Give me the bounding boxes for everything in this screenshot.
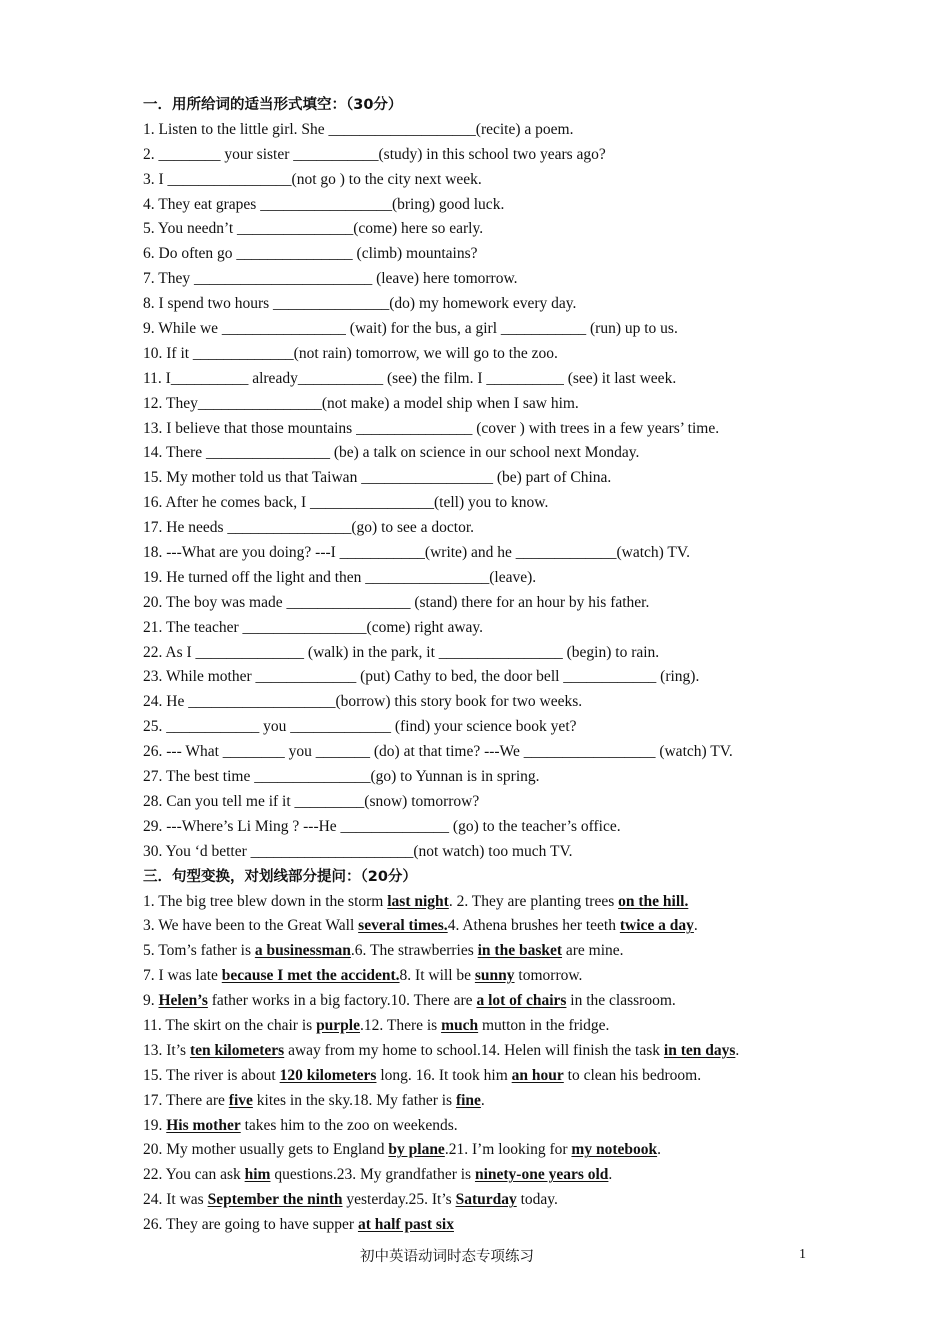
transformation-item [143, 1089, 823, 1114]
sentence-text: 19. [143, 1116, 167, 1134]
underlined-target: an hour [511, 1066, 564, 1084]
transformation-item [143, 1188, 823, 1213]
exercise-item: 29. ---Where’s Li Ming ? ---He ______________ (go) to the teacher’s office. [143, 817, 621, 835]
sentence-text: 9. [143, 992, 159, 1010]
exercise-item: 4. They eat grapes _________________(bring) good luck. [143, 195, 505, 213]
exercise-item: 5. You needn’t _______________(come) here so early. [143, 220, 484, 238]
sentence-text: . 2. They are planting trees [448, 892, 619, 910]
underlined-target: His mother [166, 1116, 241, 1134]
underlined-target: twice a day [619, 917, 694, 935]
transformation-item [143, 964, 823, 989]
underlined-target: in ten days [663, 1041, 736, 1059]
sentence-text: 11. The skirt on the chair is [143, 1016, 317, 1034]
sentence-text: are mine. [562, 942, 624, 960]
sentence-text: 4. Athena brushes her teeth [447, 917, 620, 935]
sentence-text: 24. It was [143, 1191, 208, 1209]
transformation-item [143, 1213, 823, 1238]
transformation-item [143, 1064, 823, 1089]
sentence-text: 13. It’s [143, 1041, 190, 1059]
underlined-target: Saturday [455, 1191, 517, 1209]
sentence-text: . [735, 1041, 740, 1059]
document-body [143, 93, 823, 1238]
section3-heading: 三．句型变换，对划线部分提问：（20分） [143, 868, 417, 885]
exercise-item: 25. ____________ you _____________ (find) your science book yet? [143, 718, 577, 736]
exercise-item: 21. The teacher ________________(come) right away. [143, 618, 484, 636]
sentence-text: 7. I was late [143, 967, 222, 985]
page-number: 1 [799, 1247, 806, 1262]
underlined-target: five [228, 1091, 253, 1109]
sentence-text: 1. The big tree blew down in the storm [143, 892, 388, 910]
exercise-item: 2. ________ your sister ___________(study) in this school two years ago? [143, 145, 606, 163]
transformation-item [143, 1163, 823, 1188]
exercise-item: 7. They _______________________ (leave) here tomorrow. [143, 270, 518, 288]
underlined-target: several times. [358, 917, 448, 935]
transformation-item [143, 1039, 823, 1064]
sentence-text: 26. They are going to have supper [143, 1216, 358, 1234]
exercise-item: 17. He needs ________________(go) to see a doctor. [143, 519, 475, 537]
sentence-text: in the classroom. [566, 992, 676, 1010]
transformation-item [143, 1138, 823, 1163]
underlined-target: a lot of chairs [476, 992, 567, 1010]
sentence-text: father works in a big factory.10. There are [207, 992, 477, 1010]
transformation-item [143, 1114, 823, 1139]
underlined-target: a businessman [254, 942, 351, 960]
footer-title: 初中英语动词时态专项练习 [360, 1249, 534, 1265]
exercise-item: 28. Can you tell me if it _________(snow) tomorrow? [143, 792, 480, 810]
underlined-target: him [244, 1166, 271, 1184]
exercise-item: 20. The boy was made ________________ (stand) there for an hour by his father. [143, 593, 650, 611]
underlined-target: my notebook [571, 1141, 658, 1159]
transformation-item [143, 1014, 823, 1039]
sentence-text: .12. There is [360, 1016, 442, 1034]
sentence-text: takes him to the zoo on weekends. [240, 1116, 458, 1134]
sentence-text: .21. I’m looking for [444, 1141, 572, 1159]
underlined-target: fine [455, 1091, 481, 1109]
exercise-item: 3. I ________________(not go ) to the city next week. [143, 170, 482, 188]
exercise-item: 24. He ___________________(borrow) this story book for two weeks. [143, 693, 583, 711]
sentence-text: .6. The strawberries [350, 942, 478, 960]
underlined-target: because I met the accident. [221, 967, 400, 985]
exercise-item: 13. I believe that those mountains _______________ (cover ) with trees in a few years’ time. [143, 419, 720, 437]
sentence-text: . [693, 917, 698, 935]
sentence-text: yesterday.25. It’s [342, 1191, 456, 1209]
exercise-item: 8. I spend two hours _______________(do) my homework every day. [143, 295, 577, 313]
exercise-item: 6. Do often go _______________ (climb) mountains? [143, 245, 478, 263]
sentence-text: 17. There are [143, 1091, 229, 1109]
underlined-target: September the ninth [207, 1191, 343, 1209]
underlined-target: sunny [474, 967, 515, 985]
underlined-target: much [441, 1016, 479, 1034]
sentence-text: away from my home to school.14. Helen will finish the task [284, 1041, 664, 1059]
underlined-target: at half past six [357, 1216, 454, 1234]
exercise-item: 10. If it _____________(not rain) tomorrow, we will go to the zoo. [143, 344, 558, 362]
underlined-target: in the basket [477, 942, 563, 960]
sentence-text: tomorrow. [514, 967, 583, 985]
sentence-text: . [657, 1141, 661, 1159]
sentence-text: mutton in the fridge. [478, 1016, 610, 1034]
exercise-item: 19. He turned off the light and then ________________(leave). [143, 568, 537, 586]
underlined-target: on the hill. [618, 892, 689, 910]
transformation-item [143, 989, 823, 1014]
exercise-item: 9. While we ________________ (wait) for the bus, a girl ___________ (run) up to us. [143, 320, 678, 338]
sentence-text: questions.23. My grandfather is [270, 1166, 475, 1184]
exercise-item: 12. They________________(not make) a model ship when I saw him. [143, 394, 579, 412]
sentence-text: long. 16. It took him [376, 1066, 512, 1084]
section3-exercise-list [143, 890, 823, 1238]
underlined-target: by plane [388, 1141, 445, 1159]
sentence-text: kites in the sky.18. My father is [252, 1091, 456, 1109]
exercise-item: 30. You ‘d better _____________________(not watch) too much TV. [143, 842, 573, 860]
sentence-text: 15. The river is about [143, 1066, 280, 1084]
sentence-text: 20. My mother usually gets to England [143, 1141, 389, 1159]
sentence-text: 5. Tom’s father is [143, 942, 255, 960]
sentence-text: 22. You can ask [143, 1166, 245, 1184]
transformation-item [143, 939, 823, 964]
sentence-text: . [480, 1091, 485, 1109]
sentence-text: 3. We have been to the Great Wall [143, 917, 359, 935]
underlined-target: last night [387, 892, 449, 910]
section1-exercise-list [143, 118, 823, 865]
exercise-item: 26. --- What ________ you _______ (do) at that time? ---We _________________ (watch) TV. [143, 743, 733, 761]
sentence-text: . [608, 1166, 613, 1184]
section1-heading: 一．用所给词的适当形式填空：（30分） [143, 97, 403, 113]
underlined-target: ninety-one years old [474, 1166, 609, 1184]
exercise-item: 11. I__________ already___________ (see) the film. I __________ (see) it last week. [143, 369, 677, 387]
exercise-item: 16. After he comes back, I ________________(tell) you to know. [143, 494, 549, 512]
sentence-text: to clean his bedroom. [563, 1066, 702, 1084]
exercise-item: 22. As I ______________ (walk) in the park, it ________________ (begin) to rain. [143, 643, 660, 661]
exercise-item: 15. My mother told us that Taiwan _________________ (be) part of China. [143, 469, 612, 487]
underlined-target: purple [316, 1016, 360, 1034]
sentence-text: today. [516, 1191, 558, 1209]
transformation-item [143, 914, 823, 939]
underlined-target: ten kilometers [189, 1041, 285, 1059]
underlined-target: 120 kilometers [279, 1066, 377, 1084]
transformation-item [143, 890, 823, 915]
exercise-item: 23. While mother _____________ (put) Cathy to bed, the door bell ____________ (ring). [143, 668, 700, 686]
exercise-item: 14. There ________________ (be) a talk on science in our school next Monday. [143, 444, 640, 462]
exercise-item: 18. ---What are you doing? ---I ___________(write) and he _____________(watch) TV. [143, 544, 690, 562]
exercise-item: 1. Listen to the little girl. She ___________________(recite) a poem. [143, 120, 574, 138]
sentence-text: 8. It will be [399, 967, 475, 985]
exercise-item: 27. The best time _______________(go) to Yunnan is in spring. [143, 768, 540, 786]
underlined-target: Helen’s [158, 992, 208, 1010]
